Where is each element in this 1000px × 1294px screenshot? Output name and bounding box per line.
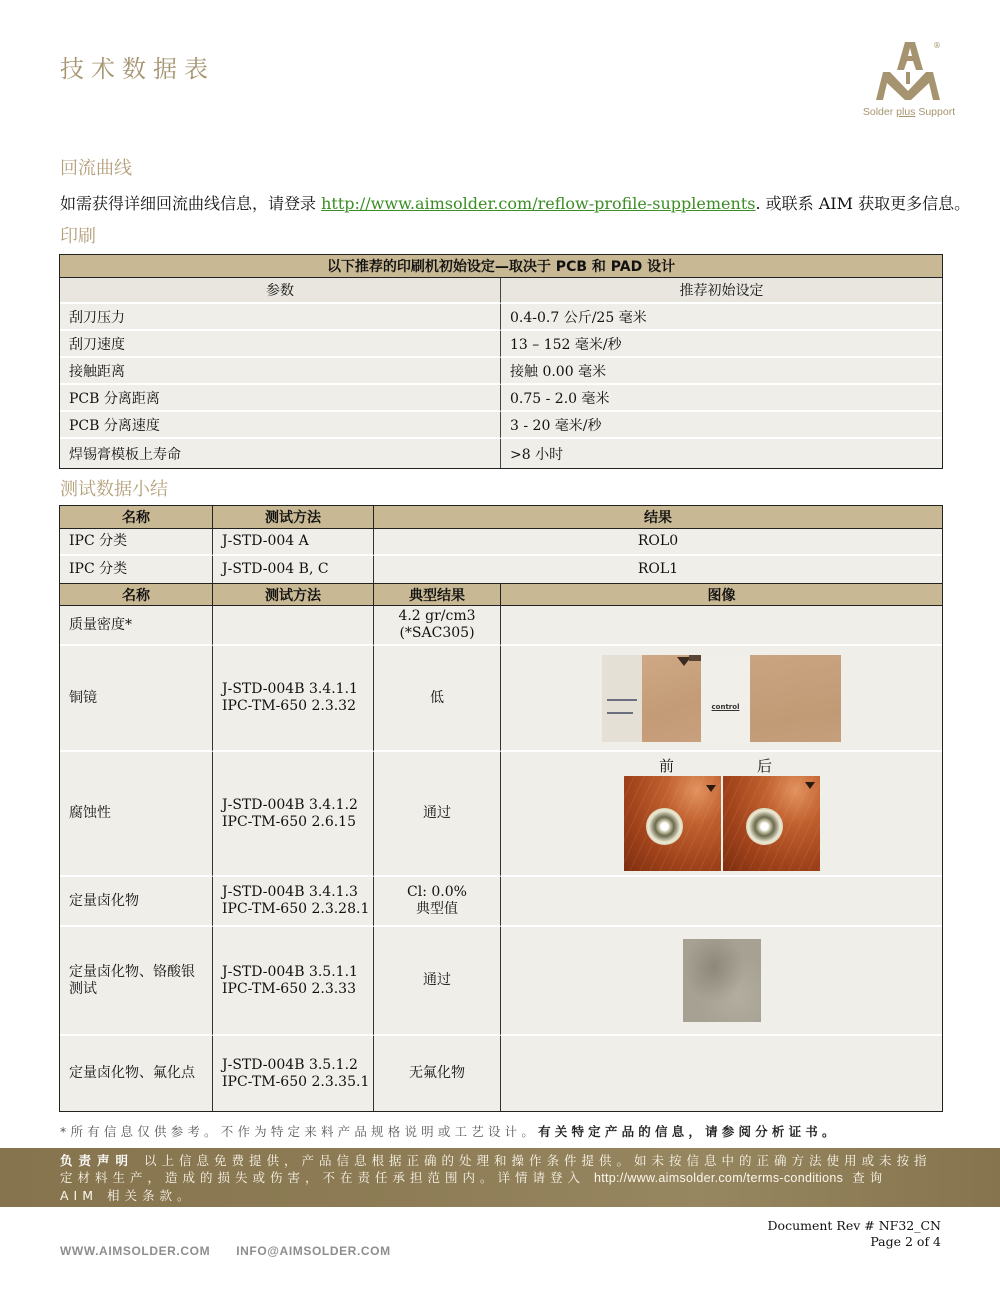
name-cell: 定量卤化物、铬酸银测试 (60, 927, 213, 1036)
setting-cell: 0.4-0.7 公斤/25 毫米 (501, 304, 942, 331)
header-method: 测试方法 (213, 583, 374, 606)
table-row (60, 752, 942, 877)
corrosion-labels (624, 757, 820, 776)
method-line: J-STD-004B 3.4.1.3 (222, 884, 358, 900)
result-cell: 通过 (374, 927, 501, 1036)
result-line: 典型值 (416, 901, 458, 917)
table-row (60, 412, 942, 439)
image-cell (501, 927, 942, 1036)
method-cell: J-STD-004 B, C (213, 556, 374, 583)
reflow-paragraph (60, 193, 970, 215)
corner-mark (805, 782, 815, 789)
name-cell: 铜镜 (60, 646, 213, 752)
method-line: IPC-TM-650 2.3.32 (222, 698, 356, 714)
footer-website: WWW.AIMSOLDER.COM (60, 1244, 211, 1258)
control-label: control (711, 702, 740, 711)
printing-settings-table (59, 254, 943, 469)
tagline-solder: Solder (862, 106, 897, 118)
table-row (60, 877, 942, 927)
sample-label-line (607, 712, 633, 714)
notice-text: *所有信息仅供参考。不作为特定来料产品规格说明或工艺设计。 (60, 1124, 539, 1139)
corrosion-before-photo (624, 776, 721, 871)
result-cell (374, 877, 501, 927)
control-label-strip (701, 655, 750, 742)
disclaimer-heading: 负责声明 (60, 1153, 135, 1168)
method-line: J-STD-004B 3.5.1.2 (222, 1056, 358, 1073)
tagline-support: Support (915, 106, 956, 118)
setting-cell: 13 – 152 毫米/秒 (501, 331, 942, 358)
header-result: 结果 (374, 506, 942, 529)
param-cell: PCB 分离速度 (60, 412, 501, 439)
table-row (60, 927, 942, 1036)
header-image: 图像 (501, 583, 942, 606)
table-row (60, 358, 942, 385)
test-summary-table (59, 505, 943, 1112)
header-name: 名称 (60, 506, 213, 529)
reflow-profile-link[interactable]: http://www.aimsolder.com/reflow-profile-supplements (321, 194, 756, 213)
image-cell (501, 752, 942, 877)
table-row (60, 556, 942, 583)
solder-spot (746, 808, 783, 845)
name-cell: 腐蚀性 (60, 752, 213, 877)
name-cell: 定量卤化物 (60, 877, 213, 927)
corrosion-image-pair (624, 776, 820, 871)
terms-url: http://www.aimsolder.com/terms-conditions (593, 1171, 844, 1185)
sample-label-strip (602, 655, 642, 742)
table-row (60, 304, 942, 331)
panel-dark-corner (689, 655, 701, 661)
disclaimer-body-end: 查询 AIM 相关条款。 (60, 1170, 888, 1203)
method-line: IPC-TM-650 2.3.35.1 (222, 1073, 370, 1090)
method-cell (213, 1036, 374, 1111)
sample-label-line (607, 699, 637, 701)
footer-contacts (60, 1243, 391, 1259)
corrosion-after-photo (723, 776, 820, 871)
after-label: 后 (756, 756, 772, 775)
header-typical-result: 典型结果 (374, 583, 501, 606)
method-cell (213, 927, 374, 1036)
solder-spot (646, 808, 683, 845)
header-name: 名称 (60, 583, 213, 606)
tagline-plus: plus (896, 106, 916, 118)
disclaimer-band (0, 1148, 1000, 1207)
param-cell: 刮刀速度 (60, 331, 501, 358)
table-row (60, 1036, 942, 1111)
corrosion-photos (624, 757, 820, 871)
name-cell: 质量密度* (60, 606, 213, 646)
corner-mark (706, 785, 716, 792)
result-line: 4.2 gr/cm3 (398, 608, 476, 624)
table-title-row (60, 255, 942, 278)
result-cell: ROL1 (374, 556, 942, 583)
aim-logo-mark (853, 36, 965, 104)
setting-cell: >8 小时 (501, 439, 942, 468)
result-cell (374, 606, 501, 646)
method-line: J-STD-004B 3.5.1.1 (222, 963, 358, 980)
image-cell (501, 1036, 942, 1111)
registered-mark: ® (933, 41, 941, 50)
column-header-param: 参数 (60, 278, 501, 304)
result-line: Cl: 0.0% (407, 884, 467, 900)
table-row (60, 606, 942, 646)
result-cell: 无氟化物 (374, 1036, 501, 1111)
printing-table-title: 以下推荐的印刷机初始设定—取决于 PCB 和 PAD 设计 (60, 255, 942, 278)
param-cell: 焊锡膏模板上寿命 (60, 439, 501, 468)
column-header-row (60, 278, 942, 304)
param-cell: 刮刀压力 (60, 304, 501, 331)
method-cell (213, 752, 374, 877)
method-cell (213, 877, 374, 927)
test-summary-heading: 测试数据小结 (60, 479, 168, 500)
reflow-text-after: . 或联系 AIM 获取更多信息。 (755, 194, 971, 213)
name-cell: 定量卤化物、氟化点 (60, 1036, 213, 1111)
before-label: 前 (658, 756, 674, 775)
copper-panel-sample (642, 655, 701, 742)
copper-mirror-photo (602, 655, 841, 742)
image-cell (501, 606, 942, 646)
document-revision: Document Rev # NF32_CN (767, 1218, 941, 1233)
table-row (60, 331, 942, 358)
param-cell: PCB 分离距离 (60, 385, 501, 412)
copper-panel-control (750, 655, 841, 742)
method-line: J-STD-004B 3.4.1.1 (222, 681, 358, 697)
table-row (60, 385, 942, 412)
method-line: IPC-TM-650 2.3.28.1 (222, 901, 370, 917)
result-cell: 通过 (374, 752, 501, 877)
printing-heading: 印刷 (60, 226, 96, 247)
image-cell (501, 646, 942, 752)
result-cell: ROL0 (374, 529, 942, 556)
disclaimer-body: 以上信息免费提供，产品信息根据正确的处理和操作条件提供。如未按信息中的正确方法使用或未按指定材料生产，造成的损失或伤害，不在责任承担范围内。详情请登入 (60, 1153, 932, 1185)
header-method: 测试方法 (213, 506, 374, 529)
method-cell (213, 606, 374, 646)
method-line: IPC-TM-650 2.3.33 (222, 980, 356, 997)
header-row (60, 506, 942, 529)
logo-letter-i (906, 72, 910, 84)
reflow-text-before: 如需获得详细回流曲线信息，请登录 (60, 194, 322, 213)
result-line: (*SAC305) (399, 625, 475, 641)
table-row (60, 646, 942, 752)
name-cell: IPC 分类 (60, 556, 213, 583)
name-cell: IPC 分类 (60, 529, 213, 556)
param-cell: 接触距离 (60, 358, 501, 385)
setting-cell: 0.75 - 2.0 毫米 (501, 385, 942, 412)
info-notice (60, 1122, 839, 1142)
aim-logo (853, 36, 965, 126)
method-line: J-STD-004B 3.4.1.2 (222, 796, 358, 813)
reflow-heading: 回流曲线 (60, 158, 132, 179)
method-cell (213, 646, 374, 752)
notice-emphasis: 有关特定产品的信息，请参阅分析证书。 (538, 1124, 839, 1139)
page-number: Page 2 of 4 (870, 1234, 941, 1249)
header-row (60, 583, 942, 606)
table-row (60, 439, 942, 468)
method-cell: J-STD-004 A (213, 529, 374, 556)
silver-chromate-photo (683, 939, 761, 1022)
footer-email: INFO@AIMSOLDER.COM (236, 1244, 391, 1258)
logo-tagline (853, 105, 965, 119)
result-cell: 低 (374, 646, 501, 752)
image-cell (501, 877, 942, 927)
setting-cell: 接触 0.00 毫米 (501, 358, 942, 385)
table-row (60, 529, 942, 556)
method-line: IPC-TM-650 2.6.15 (222, 813, 356, 830)
setting-cell: 3 - 20 毫米/秒 (501, 412, 942, 439)
disclaimer-text (60, 1152, 932, 1204)
page-title: 技术数据表 (60, 55, 215, 83)
column-header-setting: 推荐初始设定 (501, 278, 942, 304)
